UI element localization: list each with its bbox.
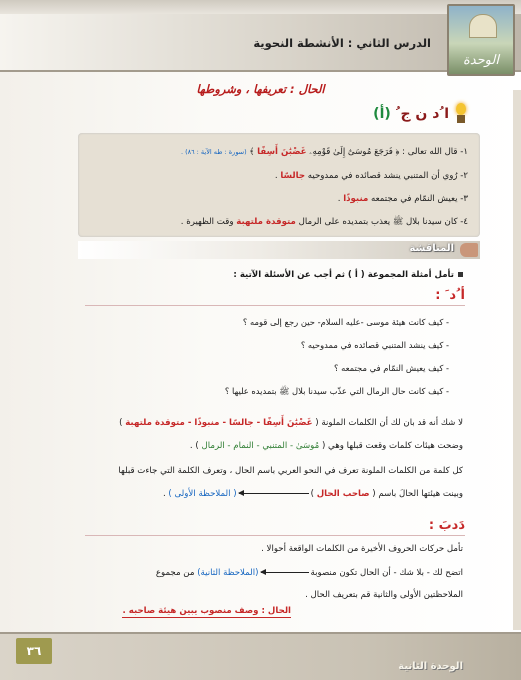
section-b-heading: دَدبَ : xyxy=(428,518,465,533)
unit-logo-image xyxy=(447,4,515,76)
explanation-line-2: وضحت هيئات كلمات وقعت قبلها وهي ( مُوسَىٰ - المتنبي - النمام - الرمال ) . xyxy=(189,441,463,451)
example-3: ٣- يعيش النمّام في مجتمعه منبوذًا . xyxy=(337,194,468,204)
discussion-bar xyxy=(78,241,480,259)
question-4: - كيف كانت حال الرمال التي عذّب سيدنا بلال ﷺ بتمديده عليها ؟ xyxy=(224,386,449,396)
side-strip xyxy=(513,90,521,630)
explanation-line-3: كل كلمة من الكلمات الملونة تعرف في النحو العربي باسم الحال ، وتعرف الكلمة التي جاءت قبلها xyxy=(118,466,463,476)
section-a-heading: أ ُد َ : xyxy=(435,288,465,303)
divider xyxy=(85,305,465,306)
bullet-square-icon xyxy=(458,272,463,277)
example-1: ١- قال الله تعالى : ﴿ فَرَجَعَ مُوسَىٰٓ إِلَىٰ قَوْمِهِۦ غَضْبَٰنَ أَسِفًا ﴾ (سورة : طه الآية : ٨٦) . xyxy=(180,147,468,157)
examples-box xyxy=(78,133,480,237)
arrow-icon xyxy=(239,493,309,494)
question-1: - كيف كانت هيئة موسى -عليه السلام- حين رجع إلى قومه ؟ xyxy=(242,317,449,327)
unit-label: الوحدة الثانية xyxy=(398,661,463,672)
page-header xyxy=(0,14,521,72)
pointing-hand-icon xyxy=(460,243,478,257)
discussion-label: المناقشة xyxy=(409,243,454,254)
instruction-text: تأمل أمثلة المجموعة ( أ ) ثم أجب عن الأسئلة الآتية : xyxy=(233,270,463,280)
question-2: - كيف ينشد المتنبي قصائده في ممدوحيه ؟ xyxy=(300,340,449,350)
lesson-header-title: الدرس الثاني : الأنشطة النحوية xyxy=(253,36,431,50)
arrow-icon xyxy=(261,572,309,573)
explanation-line-1: لا شك أنه قد بان لك أن الكلمات الملونة ( غَضْبَٰنَ أَسِفًا - جالسًا - منبوذًا - متوقدة ملتهبة ) xyxy=(119,418,463,428)
top-border xyxy=(0,0,521,14)
examples-heading-letter: (أ) xyxy=(373,106,391,122)
logo-text: الوحدة xyxy=(463,53,499,68)
question-3: - كيف يعيش النمّام في مجتمعه ؟ xyxy=(334,363,449,373)
examples-heading xyxy=(373,106,449,122)
explanation-line-4: وبينت هيئتها الحالَ باسم ( صاحب الحال )( الملاحظة الأولى ) . xyxy=(162,489,463,499)
section-b-line-1: تأمل حركات الحروف الأخيرة من الكلمات الواقعة أحوالا . xyxy=(261,544,463,554)
lesson-title: الحال : تعريفها ، وشروطها xyxy=(196,82,325,96)
section-b-line-2: اتضح لك - بلا شك - أن الحال تكون منصوبة(الملاحظة الثانية) من مجموع xyxy=(155,568,463,578)
divider xyxy=(85,535,465,536)
mosque-dome-icon xyxy=(469,14,497,38)
lamp-icon xyxy=(453,103,469,125)
page-footer xyxy=(0,632,521,680)
example-2: ٢- رُوي أن المتنبي ينشد قصائده في ممدوحيه جالسًا . xyxy=(274,171,468,181)
section-b-line-3: الملاحظتين الأولى والثانية قم بتعريف الحال . xyxy=(305,590,463,600)
page-number: ٣٦ xyxy=(16,638,52,664)
example-4: ٤- كان سيدنا بلال ﷺ يعذب بتمديده على الرمال متوقدة ملتهبة وقت الظهيرة . xyxy=(180,217,468,227)
examples-heading-prefix: ا ُد ن ج ُ xyxy=(395,106,449,122)
hal-definition: الحال : وصف منصوب يبين هيئة صاحبه . xyxy=(122,606,291,616)
